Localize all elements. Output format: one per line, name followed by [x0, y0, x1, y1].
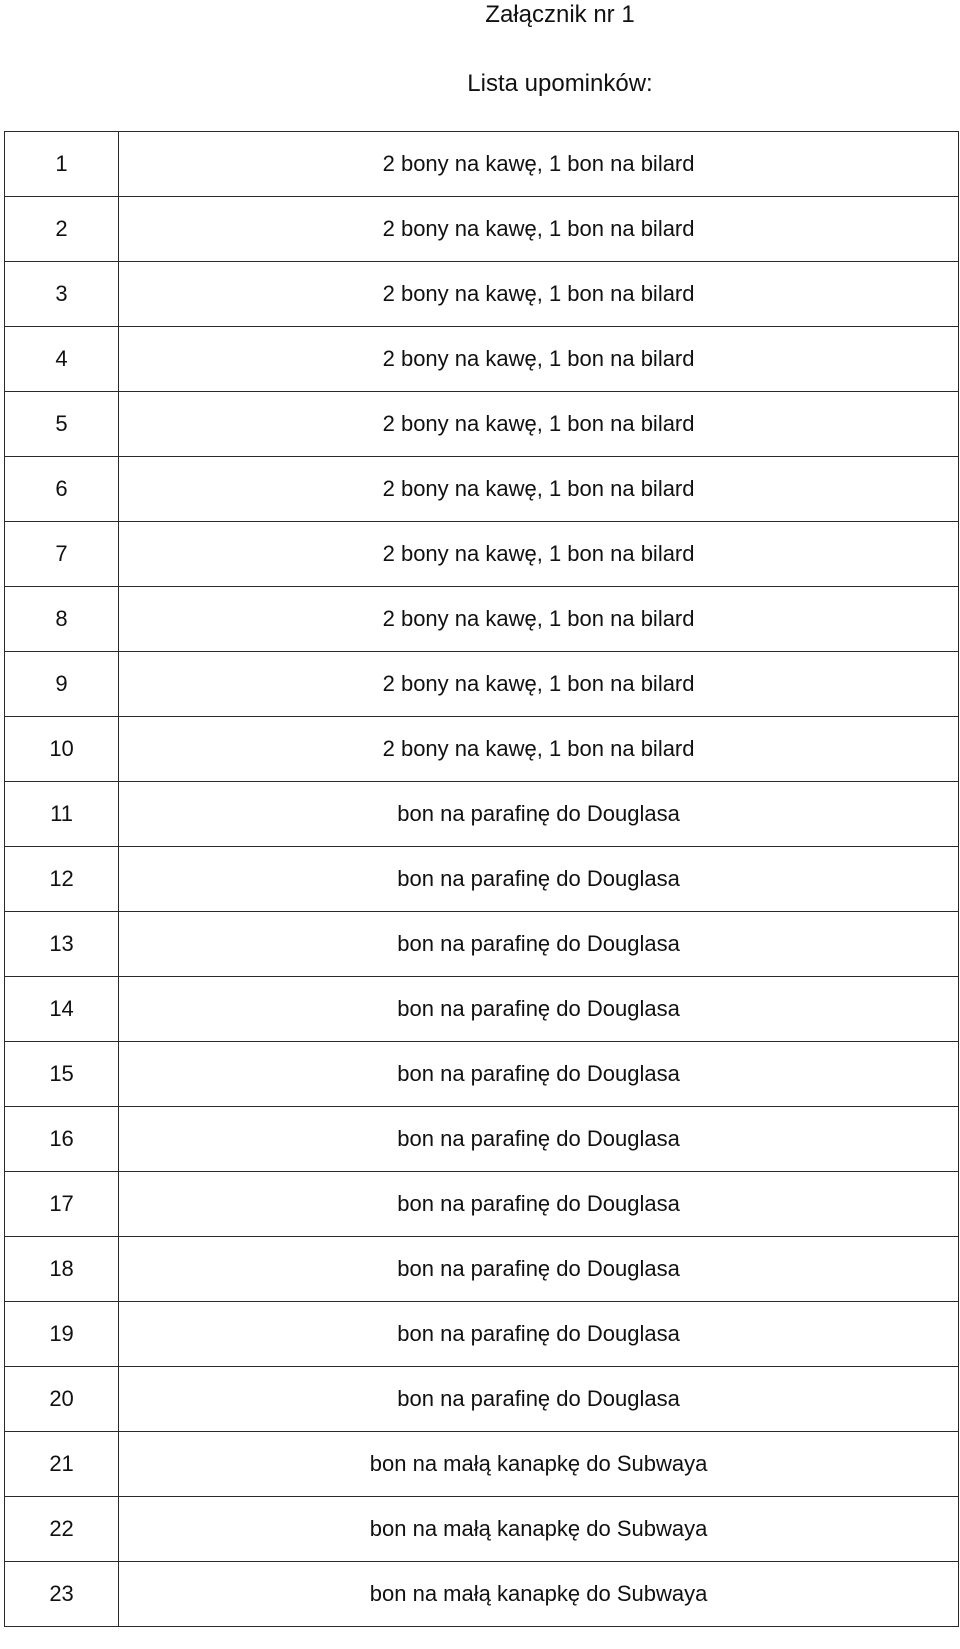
- gift-description: 2 bony na kawę, 1 bon na bilard: [119, 457, 959, 522]
- attachment-title: Załącznik nr 1: [485, 1, 635, 28]
- gift-description: bon na parafinę do Douglasa: [119, 1302, 959, 1367]
- row-number: 2: [5, 197, 119, 262]
- gift-list-table: [4, 131, 959, 1627]
- row-number: 10: [5, 717, 119, 782]
- table-row: [5, 1497, 959, 1562]
- row-number: 21: [5, 1432, 119, 1497]
- gift-description: 2 bony na kawę, 1 bon na bilard: [119, 197, 959, 262]
- gift-description: 2 bony na kawę, 1 bon na bilard: [119, 392, 959, 457]
- table-row: [5, 912, 959, 977]
- row-number: 12: [5, 847, 119, 912]
- gift-description: bon na parafinę do Douglasa: [119, 1172, 959, 1237]
- table-row: [5, 262, 959, 327]
- gift-description: bon na parafinę do Douglasa: [119, 1107, 959, 1172]
- table-row: [5, 132, 959, 197]
- table-row: [5, 197, 959, 262]
- gift-description: 2 bony na kawę, 1 bon na bilard: [119, 522, 959, 587]
- table-row: [5, 1237, 959, 1302]
- table-row: [5, 1367, 959, 1432]
- gift-description: bon na małą kanapkę do Subwaya: [119, 1497, 959, 1562]
- row-number: 16: [5, 1107, 119, 1172]
- row-number: 17: [5, 1172, 119, 1237]
- row-number: 13: [5, 912, 119, 977]
- row-number: 22: [5, 1497, 119, 1562]
- row-number: 15: [5, 1042, 119, 1107]
- table-row: [5, 782, 959, 847]
- gift-description: bon na parafinę do Douglasa: [119, 1237, 959, 1302]
- gift-description: bon na małą kanapkę do Subwaya: [119, 1562, 959, 1627]
- table-row: [5, 652, 959, 717]
- table-row: [5, 977, 959, 1042]
- gift-description: bon na parafinę do Douglasa: [119, 1367, 959, 1432]
- gift-description: bon na parafinę do Douglasa: [119, 782, 959, 847]
- table-row: [5, 327, 959, 392]
- gift-description: bon na parafinę do Douglasa: [119, 847, 959, 912]
- row-number: 18: [5, 1237, 119, 1302]
- row-number: 1: [5, 132, 119, 197]
- table-row: [5, 1172, 959, 1237]
- row-number: 11: [5, 782, 119, 847]
- table-row: [5, 457, 959, 522]
- table-row: [5, 587, 959, 652]
- gift-description: bon na parafinę do Douglasa: [119, 912, 959, 977]
- table-row: [5, 1042, 959, 1107]
- table-row: [5, 847, 959, 912]
- gift-list-body: [5, 132, 959, 1627]
- row-number: 4: [5, 327, 119, 392]
- gift-description: 2 bony na kawę, 1 bon na bilard: [119, 587, 959, 652]
- gift-description: bon na parafinę do Douglasa: [119, 1042, 959, 1107]
- table-row: [5, 522, 959, 587]
- row-number: 5: [5, 392, 119, 457]
- table-row: [5, 1562, 959, 1627]
- row-number: 3: [5, 262, 119, 327]
- row-number: 6: [5, 457, 119, 522]
- row-number: 20: [5, 1367, 119, 1432]
- list-title: Lista upominków:: [467, 70, 653, 97]
- gift-description: 2 bony na kawę, 1 bon na bilard: [119, 327, 959, 392]
- row-number: 14: [5, 977, 119, 1042]
- gift-description: bon na małą kanapkę do Subwaya: [119, 1432, 959, 1497]
- row-number: 8: [5, 587, 119, 652]
- table-row: [5, 1107, 959, 1172]
- row-number: 23: [5, 1562, 119, 1627]
- row-number: 7: [5, 522, 119, 587]
- table-row: [5, 717, 959, 782]
- gift-description: 2 bony na kawę, 1 bon na bilard: [119, 717, 959, 782]
- gift-description: 2 bony na kawę, 1 bon na bilard: [119, 262, 959, 327]
- gift-description: bon na parafinę do Douglasa: [119, 977, 959, 1042]
- table-row: [5, 1432, 959, 1497]
- table-row: [5, 392, 959, 457]
- gift-description: 2 bony na kawę, 1 bon na bilard: [119, 132, 959, 197]
- table-row: [5, 1302, 959, 1367]
- row-number: 9: [5, 652, 119, 717]
- row-number: 19: [5, 1302, 119, 1367]
- gift-description: 2 bony na kawę, 1 bon na bilard: [119, 652, 959, 717]
